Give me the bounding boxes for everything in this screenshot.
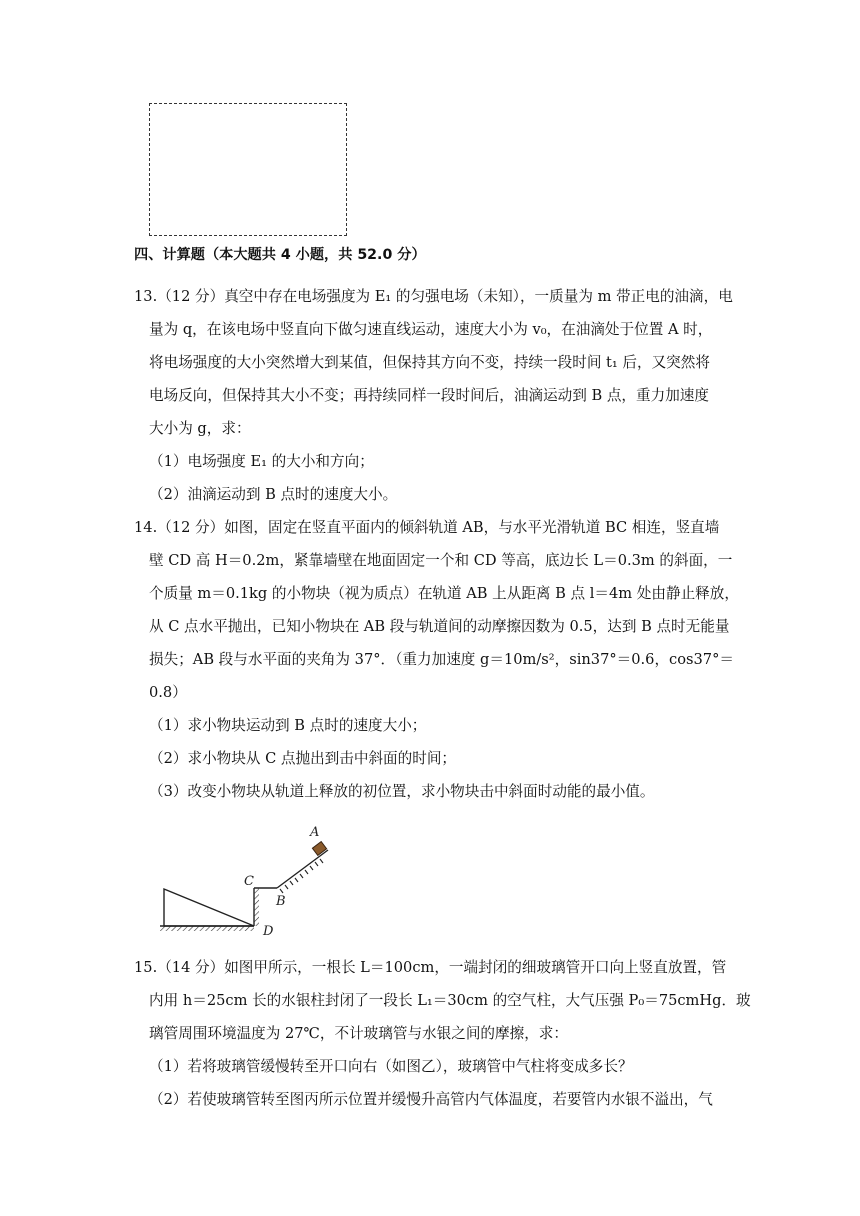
q14-line-2: 壁 CD 高 H＝0.2m，紧靠墙壁在地面固定一个和 CD 等高，底边长 L＝0.3m 的斜面，一	[149, 552, 733, 569]
q14-sub-2: （2）求小物块从 C 点抛出到击中斜面的时间；	[149, 750, 457, 767]
q14-sub-3: （3）改变小物块从轨道上释放的初位置，求小物块击中斜面时动能的最小值。	[149, 783, 655, 800]
q13-line-3: 将电场强度的大小突然增大到某值，但保持其方向不变，持续一段时间 t₁ 后，又突然将	[149, 354, 710, 371]
q14-line-6: 0.8）	[149, 684, 187, 701]
wall-cd	[254, 888, 259, 926]
q13-sub-2: （2）油滴运动到 B 点时的速度大小。	[149, 486, 398, 503]
q15-line-1: 15.（14 分）如图甲所示，一根长 L＝100cm，一端封闭的细玻璃管开口向上竖直放置，管	[134, 959, 727, 976]
q13-sub-1: （1）电场强度 E₁ 的大小和方向；	[149, 453, 374, 470]
q13-line-2: 量为 q，在该电场中竖直向下做匀速直线运动，速度大小为 v₀，在油滴处于位置 A 时，	[149, 321, 713, 338]
label-d: D	[263, 924, 274, 939]
q15-sub-1: （1）若将玻璃管缓慢转至开口向右（如图乙），玻璃管中气柱将变成多长？	[149, 1058, 633, 1075]
track-ab	[277, 850, 328, 893]
section-title: 四、计算题（本大题共 4 小题，共 52.0 分）	[134, 247, 426, 263]
label-c: C	[244, 874, 254, 889]
q15-line-3: 璃管周围环境温度为 27℃，不计玻璃管与水银之间的摩擦，求：	[149, 1025, 568, 1042]
label-a: A	[310, 825, 320, 840]
answer-box	[149, 103, 347, 236]
q14-line-3: 个质量 m＝0.1kg 的小物块（视为质点）在轨道 AB 上从距离 B 点 l＝4m 处由静止释放，	[149, 585, 739, 602]
q13-line-4: 电场反向，但保持其大小不变；再持续同样一段时间后，油滴运动到 B 点，重力加速度	[149, 387, 709, 404]
q15-sub-2: （2）若使玻璃管转至图丙所示位置并缓慢升高管内气体温度，若要管内水银不溢出，气	[149, 1091, 713, 1108]
q14-line-4: 从 C 点水平抛出，已知小物块在 AB 段与轨道间的动摩擦因数为 0.5，达到 B 点时无能量	[149, 618, 730, 635]
label-b: B	[276, 894, 286, 909]
q15-line-2: 内用 h＝25cm 长的水银柱封闭了一段长 L₁＝30cm 的空气柱，大气压强 P₀＝75cmHg．玻	[149, 992, 751, 1009]
ground	[160, 926, 254, 931]
q13-line-5: 大小为 g，求：	[149, 420, 251, 437]
ground-incline	[164, 889, 254, 926]
q14-line-1: 14.（12 分）如图，固定在竖直平面内的倾斜轨道 AB，与水平光滑轨道 BC 相连，竖直墙	[134, 519, 720, 536]
q14-sub-1: （1）求小物块运动到 B 点时的速度大小；	[149, 717, 427, 734]
q14-line-5: 损失；AB 段与水平面的夹角为 37°．（重力加速度 g＝10m/s²，sin37°＝0.6，cos37°＝	[149, 651, 734, 668]
q13-line-1: 13.（12 分）真空中存在电场强度为 E₁ 的匀强电场（未知），一质量为 m 带正电的油滴，电	[134, 288, 733, 305]
incline-track-figure	[150, 822, 320, 939]
